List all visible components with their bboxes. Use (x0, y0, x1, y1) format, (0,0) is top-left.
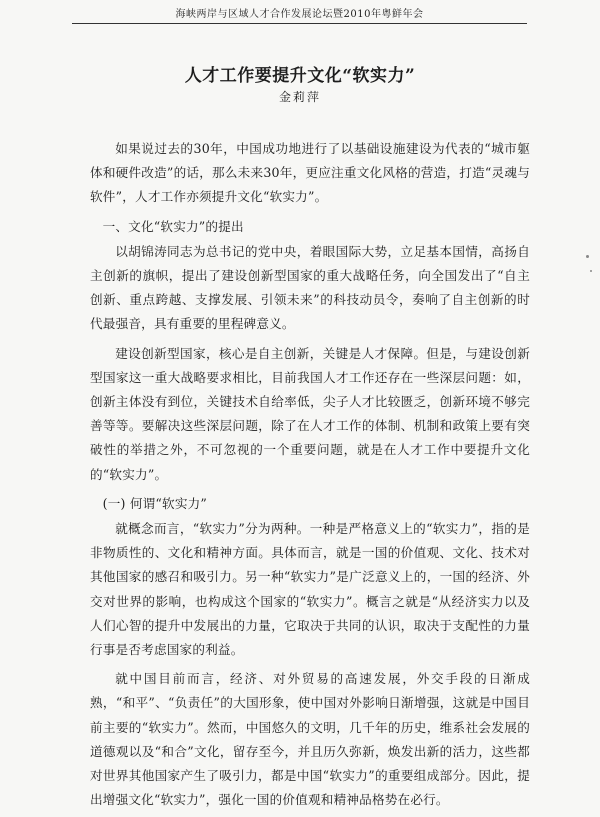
paragraph: 建设创新型国家，核心是自主创新，关键是人才保障。但是，与建设创新型国家这一重大战略要求相比，目前我国人才工作还存在一些深层问题：如，创新主体没有到位，关键技术自给率低，尖子人才比较匮乏，创新环境不够完善等等。要解决这些深层问题，除了在人才工作的体制、机制和政策上要有突破性的举措之外，不可忽视的一个重要问题，就是在人才工作中要提升文化的“软实力”。 (90, 345, 530, 482)
paragraph: 就中国目前而言，经济、对外贸易的高速发展，外交手段的日渐成熟，“和平”、“负责任”的大国形象，使中国对外影响日渐增强，这就是中国目前主要的“软实力”。然而，中国悠久的文明，几千年的历史，维系社会发展的道德观以及“和合”文化，留存至今，并且历久弥新，焕发出新的活力，这些都对世界其他国家产生了吸引力，都是中国“软实力”的重要组成部分。因此，提出增强文化“软实力”，强化一国的价值观和精神品格势在必行。 (90, 671, 530, 808)
paragraph: 以胡锦涛同志为总书记的党中央，着眼国际大势，立足基本国情，高扬自主创新的旗帜，提出了建设创新型国家的重大战略任务，向全国发出了“自主创新、重点跨越、支撑发展、引领未来”的科技动员令，奏响了自主创新的时代最强音，具有重要的里程碑意义。 (90, 243, 530, 332)
paragraph: 就概念而言，“软实力”分为两种。一种是严格意义上的“软实力”，指的是非物质性的、文化和精神方面。具体而言，就是一国的价值观、文化、技术对其他国家的感召和吸引力。另一种“软实力”是广泛意义上的，一国的经济、外交对世界的影响，也构成这个国家的“软实力”。概言之就是“从经济实力以及人们心智的提升中发展出的力量，它取决于共同的认识，取决于支配性的力量行事是否考虑国家的利益。 (90, 521, 530, 658)
section-heading: 一、文化“软实力”的提出 (102, 218, 244, 234)
scan-speck (586, 255, 589, 258)
running-header: 海峡两岸与区域人才合作发展论坛暨2010年粤鲜年会 (72, 5, 527, 24)
scan-speck (590, 270, 592, 272)
paragraph-intro: 如果说过去的30年，中国成功地进行了以基础设施建设为代表的“城市躯体和硬件改造”的话，那么未来30年，更应注重文化风格的营造，打造“灵魂与软件”，人才工作亦须提升文化“软实力”。 (90, 141, 530, 205)
subsection-heading: (一) 何谓“软实力” (102, 495, 208, 511)
article-title: 人才工作要提升文化“软实力” (184, 66, 416, 86)
article-author: 金莉萍 (278, 90, 321, 104)
article-body (90, 137, 530, 817)
